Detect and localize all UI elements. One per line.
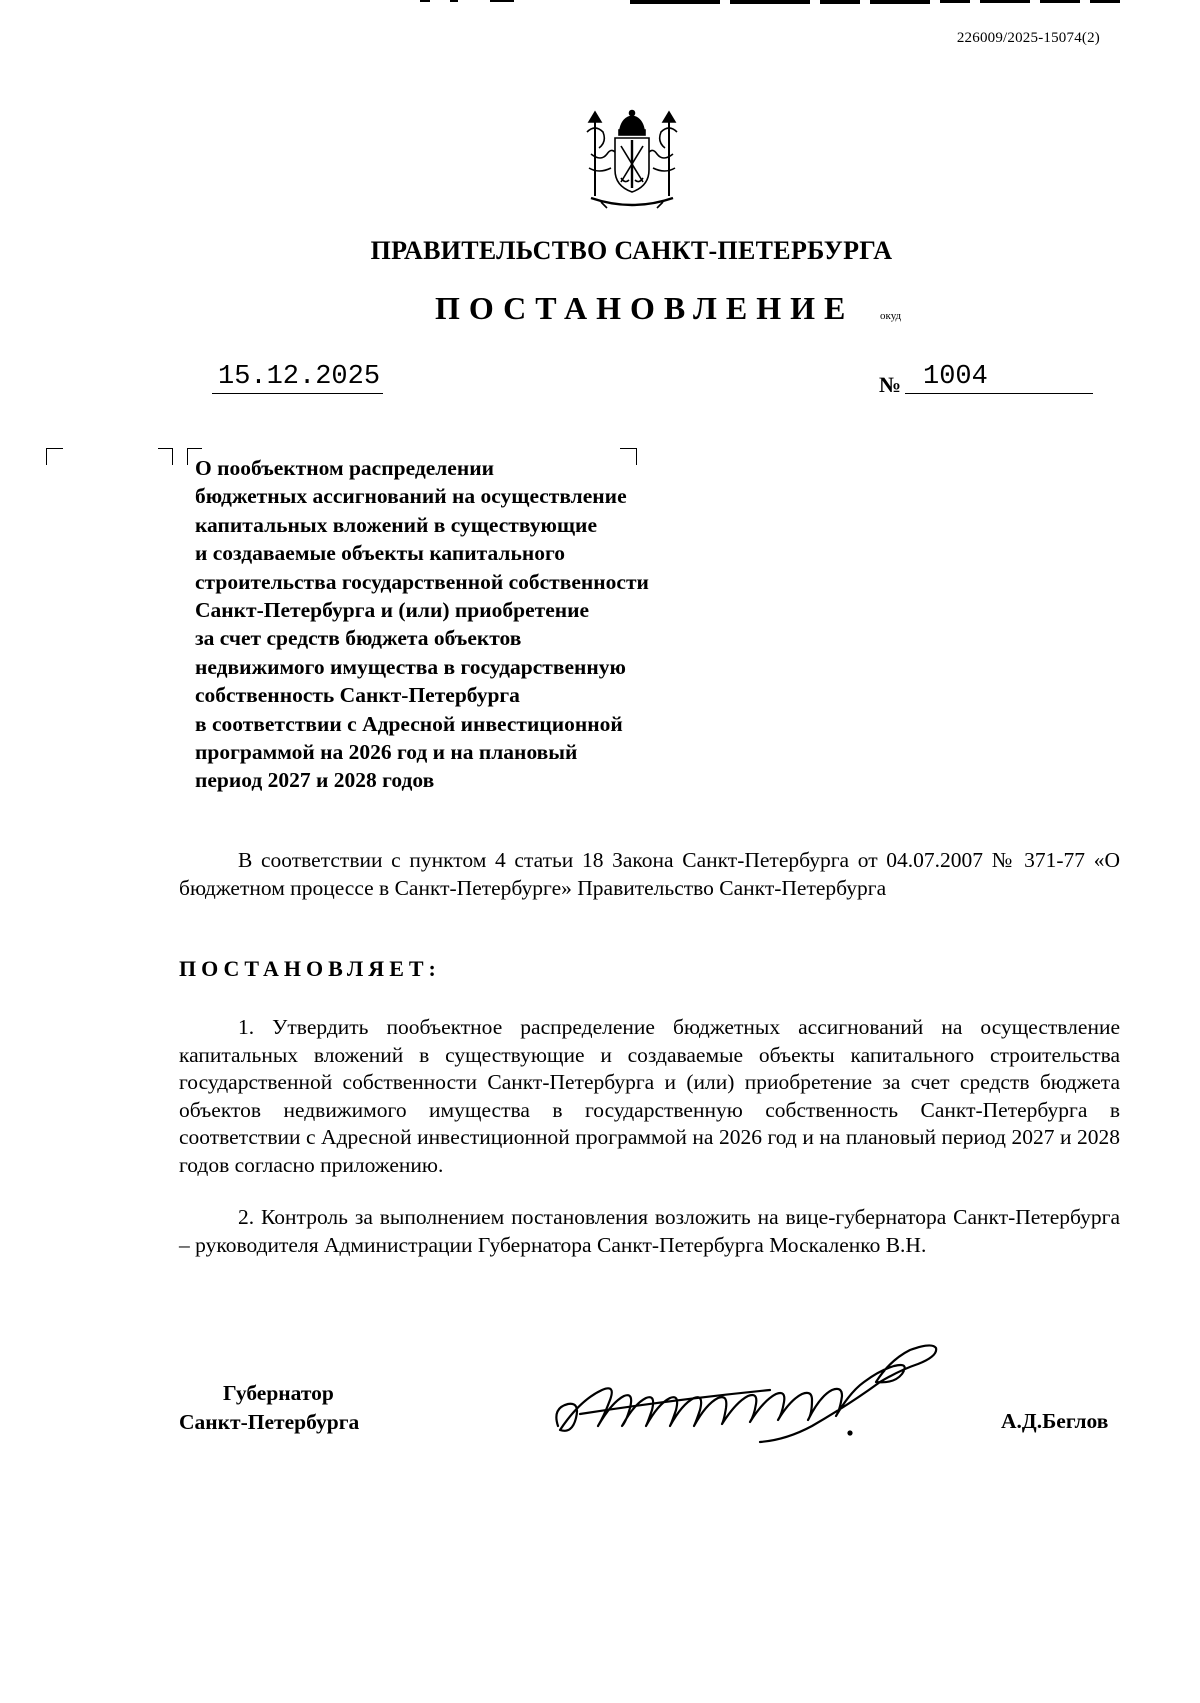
subject-line: капитальных вложений в существующие <box>195 512 597 537</box>
signatory-title <box>179 1379 359 1437</box>
government-title: ПРАВИТЕЛЬСТВО САНКТ-ПЕТЕРБУРГА <box>370 236 893 265</box>
subject-line: бюджетных ассигнований на осуществление <box>195 484 627 509</box>
subject-line: О пообъектном распределении <box>195 456 495 480</box>
decree-subject <box>195 454 755 795</box>
subject-line: недвижимого имущества в государственную <box>195 654 626 679</box>
decree-item-1: 1. Утвердить пообъектное распределение бюджетных ассигнований на осуществление капитальных вложений в существующие и создаваемые объекты капитального строительства государственной собственности Санкт-Петербурга и (или) приобретение за счет средств бюджета объектов недвижимого имущества в государственную собственность Санкт-Петербурга в соответствии с Адресной инвестиционной программой на 2026 год и на плановый период 2027 и 2028 годов согласно приложению. <box>179 1015 1120 1177</box>
corner-mark <box>158 448 173 465</box>
number-sign: № <box>879 372 902 397</box>
subject-line: период 2027 и 2028 годов <box>195 768 435 793</box>
signatory-name: А.Д.Беглов <box>1001 1409 1109 1433</box>
okud-label: окуд <box>880 310 902 322</box>
signatory-region: Санкт-Петербурга <box>179 1410 360 1434</box>
preamble-paragraph: В соответствии с пунктом 4 статьи 18 Закона Санкт-Петербурга от 04.07.2007 № 371-77 «О бюджетном процессе в Санкт-Петербурге» Правительство Санкт-Петербурга <box>179 848 1120 900</box>
subject-line: в соответствии с Адресной инвестиционной <box>195 711 623 736</box>
registration-number: 226009/2025-15074(2) <box>956 30 1100 46</box>
corner-mark <box>46 448 63 465</box>
st-petersburg-coat-of-arms-icon <box>577 108 687 212</box>
subject-line: и создаваемые объекты капитального <box>195 541 565 566</box>
subject-line: собственность Санкт-Петербурга <box>195 683 520 708</box>
handwritten-signature <box>550 1330 970 1450</box>
decree-item-2: 2. Контроль за выполнением постановления возложить на вице-губернатора Санкт-Петербурга – руководителя Администрации Губернатора Санкт-Петербурга Москаленко В.Н. <box>179 1205 1120 1257</box>
resolves-heading: ПОСТАНОВЛЯЕТ: <box>179 956 441 981</box>
subject-line: за счет средств бюджета объектов <box>195 626 522 651</box>
decree-date: 15.12.2025 <box>212 362 383 394</box>
subject-line: строительства государственной собственности <box>195 569 649 594</box>
subject-line: Санкт-Петербурга и (или) приобретение <box>195 598 590 623</box>
signatory-role: Губернатор <box>223 1381 334 1405</box>
scan-artifact-marks <box>420 0 1140 6</box>
document-type-title: ПОСТАНОВЛЕНИЕ <box>435 290 855 326</box>
decree-number: 1004 <box>905 362 1093 394</box>
subject-line: программой на 2026 год и на плановый <box>195 740 578 765</box>
